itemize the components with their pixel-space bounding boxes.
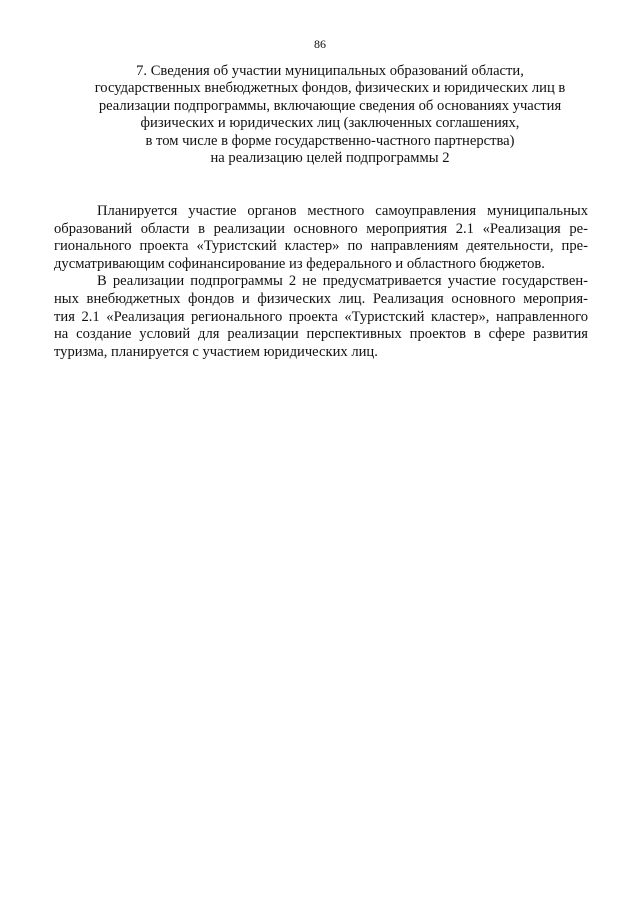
text-line: туризма, планируется с участием юридических лиц. [54, 343, 378, 360]
text-line: В реализации подпрограммы 2 не предусматривается участие государствен- [97, 273, 588, 290]
text-line: на создание условий для реализации перспективных проектов в сфере развития [54, 326, 588, 343]
body-text [54, 203, 588, 361]
heading-line: на реализацию целей подпрограммы 2 [210, 150, 450, 167]
paragraph-2 [54, 273, 588, 361]
text-line: дусматривающим софинансирование из федерального и областного бюджетов. [54, 255, 545, 272]
section-heading [70, 63, 590, 167]
text-line: Планируется участие органов местного самоуправления муниципальных [97, 203, 588, 219]
heading-line: физических и юридических лиц (заключенных соглашениях, [140, 115, 520, 132]
text-line: тия 2.1 «Реализация регионального проекта «Туристский кластер», направленного [54, 308, 588, 325]
text-line: гионального проекта «Туристский кластер» по направлениям деятельности, пре- [54, 238, 588, 255]
text-line: образований области в реализации основного мероприятия 2.1 «Реализация ре- [54, 220, 588, 237]
heading-line: реализации подпрограммы, включающие сведения об основаниях участия [98, 97, 562, 114]
paragraph-1 [54, 203, 588, 273]
text-line: ных внебюджетных фондов и физических лиц. Реализация основного мероприя- [54, 290, 588, 307]
page-number: 86 [314, 37, 326, 51]
heading-line: 7. Сведения об участии муниципальных образований области, [136, 63, 524, 79]
heading-line: в том числе в форме государственно-частного партнерства) [145, 132, 515, 149]
heading-line: государственных внебюджетных фондов, физических и юридических лиц в [94, 80, 566, 97]
